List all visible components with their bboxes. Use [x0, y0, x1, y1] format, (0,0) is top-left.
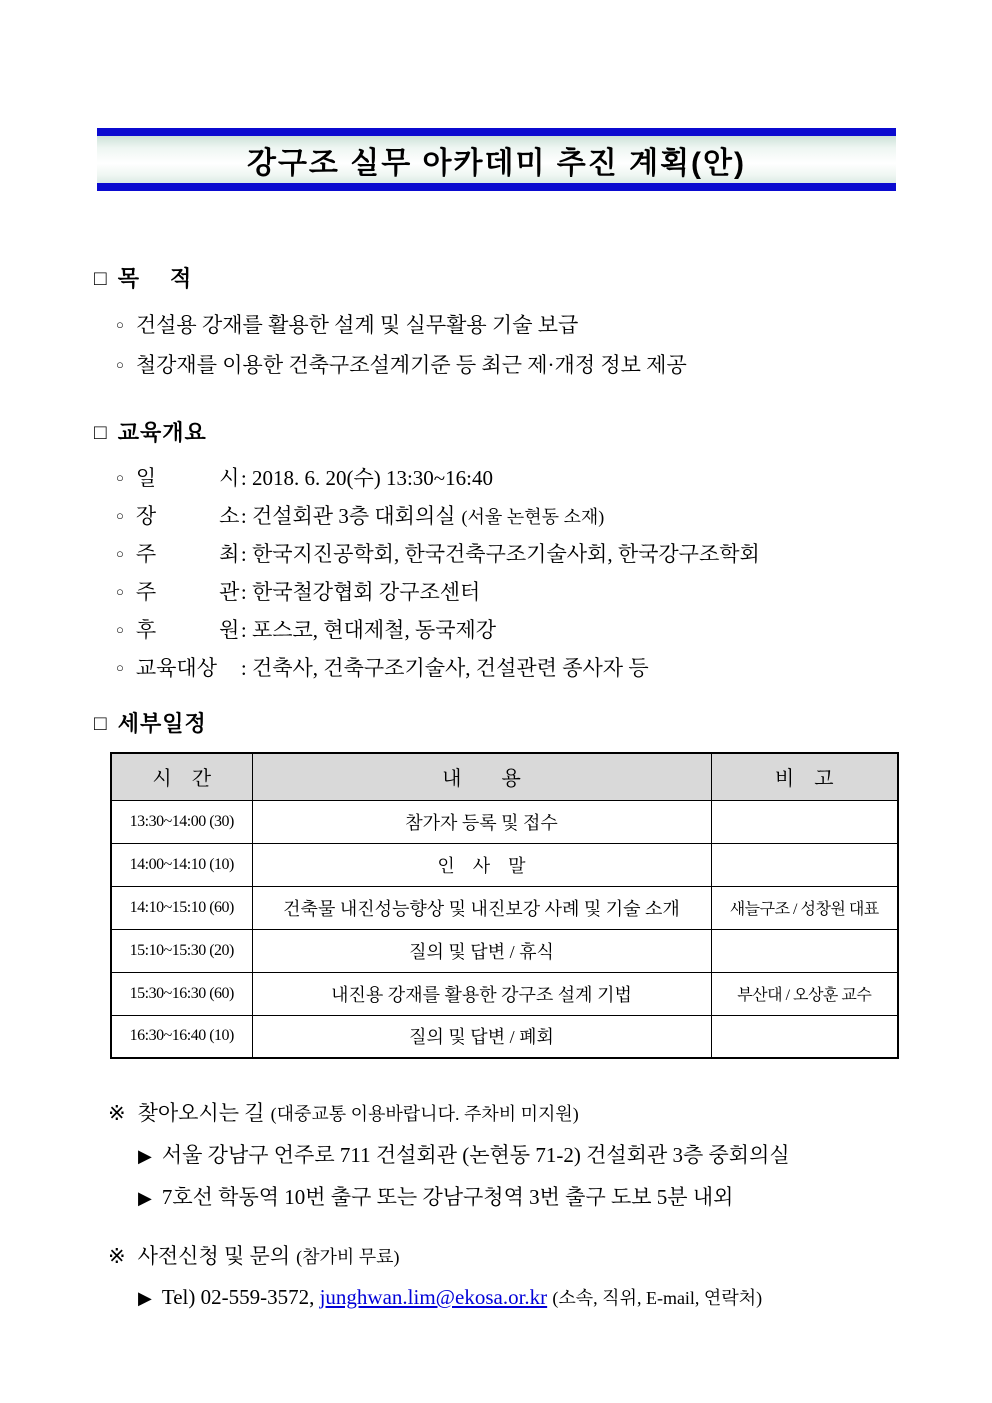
schedule-row [111, 929, 898, 972]
overview-label: 장 소 [135, 504, 240, 528]
page-title: 강구조 실무 아카데미 추진 계획(안) [246, 146, 747, 180]
title-banner [97, 128, 896, 191]
schedule-note [711, 929, 898, 972]
contact-heading-label: 사전신청 및 문의 [137, 1244, 291, 1268]
purpose-heading-label: 목 적 [117, 266, 193, 291]
directions-heading-note: (대중교통 이용바랍니다. 주차비 미지원) [270, 1104, 579, 1124]
schedule-header-row [111, 753, 898, 800]
colon: : [240, 656, 247, 680]
schedule-note: 새늘구조 / 성창원 대표 [711, 886, 898, 929]
col-header-time: 시 간 [111, 753, 252, 800]
overview-value: 건축사, 건축구조기술사, 건설관련 종사자 등 [251, 656, 649, 680]
colon: : [240, 618, 247, 642]
square-bullet-icon: □ [94, 712, 108, 735]
schedule-row [111, 800, 898, 843]
overview-value: 포스코, 현대제철, 동국제강 [251, 618, 497, 642]
schedule-time: 16:30~16:40 (10) [111, 1015, 252, 1058]
contact-heading-note: (참가비 무료) [296, 1247, 400, 1267]
schedule-note: 부산대 / 오상훈 교수 [711, 972, 898, 1015]
schedule-content: 질의 및 답변 / 폐회 [252, 1015, 711, 1058]
directions-item-text: 7호선 학동역 10번 출구 또는 강남구청역 3번 출구 도보 5분 내외 [161, 1185, 734, 1209]
purpose-item [116, 309, 578, 339]
schedule-note [711, 800, 898, 843]
col-header-content: 내 용 [252, 753, 711, 800]
schedule-time: 15:10~15:30 (20) [111, 929, 252, 972]
overview-label: 일 시 [135, 466, 240, 490]
section-heading-schedule [94, 707, 207, 738]
schedule-content: 내진용 강재를 활용한 강구조 설계 기법 [252, 972, 711, 1015]
overview-row-audience [116, 652, 649, 682]
overview-value: 한국철강협회 강구조센터 [251, 580, 481, 604]
col-header-note: 비 고 [711, 753, 898, 800]
schedule-row [111, 1015, 898, 1058]
colon: : [240, 504, 247, 528]
overview-value: 2018. 6. 20(수) 13:30~16:40 [251, 466, 494, 490]
overview-label: 후 원 [135, 618, 240, 642]
schedule-content: 참가자 등록 및 접수 [252, 800, 711, 843]
circle-bullet-icon: ○ [116, 584, 124, 599]
circle-bullet-icon: ○ [116, 546, 124, 561]
circle-bullet-icon: ○ [116, 317, 124, 332]
schedule-row [111, 972, 898, 1015]
directions-item-text: 서울 강남구 언주로 711 건설회관 (논현동 71-2) 건설회관 3층 중회의실 [161, 1143, 790, 1167]
section-heading-overview [94, 416, 207, 447]
circle-bullet-icon: ○ [116, 622, 124, 637]
banner-body [97, 136, 896, 183]
reference-mark-icon: ※ [108, 1244, 126, 1268]
overview-value: 한국지진공학회, 한국건축구조기술사회, 한국강구조학회 [251, 542, 760, 566]
reference-mark-icon: ※ [108, 1101, 126, 1125]
contact-email-link[interactable]: junghwan.lim@ekosa.or.kr [319, 1285, 548, 1309]
arrow-bullet-icon: ▶ [138, 1146, 152, 1166]
overview-heading-label: 교육개요 [117, 420, 207, 445]
circle-bullet-icon: ○ [116, 660, 124, 675]
purpose-item-text: 건설용 강재를 활용한 설계 및 실무활용 기술 보급 [135, 313, 579, 337]
arrow-bullet-icon: ▶ [138, 1288, 152, 1308]
directions-heading-label: 찾아오시는 길 [137, 1101, 265, 1125]
schedule-time: 14:00~14:10 (10) [111, 843, 252, 886]
overview-row-place [116, 500, 604, 530]
circle-bullet-icon: ○ [116, 357, 124, 372]
schedule-time: 15:30~16:30 (60) [111, 972, 252, 1015]
schedule-content: 인 사 말 [252, 843, 711, 886]
schedule-time: 14:10~15:10 (60) [111, 886, 252, 929]
schedule-content: 질의 및 답변 / 휴식 [252, 929, 711, 972]
schedule-row [111, 843, 898, 886]
colon: : [240, 580, 247, 604]
banner-top-bar [97, 128, 896, 136]
overview-row-datetime [116, 462, 493, 492]
contact-phone: Tel) 02-559-3572, [161, 1285, 315, 1309]
section-heading-purpose [94, 262, 192, 293]
square-bullet-icon: □ [94, 267, 108, 290]
schedule-heading-label: 세부일정 [117, 711, 207, 736]
overview-row-sponsor [116, 614, 496, 644]
overview-label: 교육대상 [135, 656, 218, 680]
colon: : [240, 542, 247, 566]
schedule-table [110, 752, 899, 1059]
banner-bottom-bar [97, 183, 896, 191]
overview-label: 주 최 [135, 542, 240, 566]
overview-row-organizer [116, 576, 480, 606]
contact-email-note: (소속, 직위, E-mail, 연락처) [552, 1288, 763, 1308]
schedule-note [711, 1015, 898, 1058]
overview-row-host [116, 538, 760, 568]
overview-label: 주 관 [135, 580, 240, 604]
colon: : [240, 466, 247, 490]
overview-value-note: (서울 논현동 소재) [461, 507, 605, 527]
directions-heading [108, 1097, 579, 1127]
circle-bullet-icon: ○ [116, 470, 124, 485]
directions-item-subway [138, 1181, 733, 1211]
contact-line [138, 1284, 762, 1310]
schedule-content: 건축물 내진성능향상 및 내진보강 사례 및 기술 소개 [252, 886, 711, 929]
directions-item-address [138, 1139, 790, 1169]
schedule-time: 13:30~14:00 (30) [111, 800, 252, 843]
circle-bullet-icon: ○ [116, 508, 124, 523]
schedule-note [711, 843, 898, 886]
purpose-item [116, 349, 687, 379]
overview-value: 건설회관 3층 대회의실 [251, 504, 456, 528]
schedule-row [111, 886, 898, 929]
arrow-bullet-icon: ▶ [138, 1188, 152, 1208]
square-bullet-icon: □ [94, 421, 108, 444]
purpose-item-text: 철강재를 이용한 건축구조설계기준 등 최근 제·개정 정보 제공 [135, 353, 687, 377]
contact-heading [108, 1240, 400, 1270]
